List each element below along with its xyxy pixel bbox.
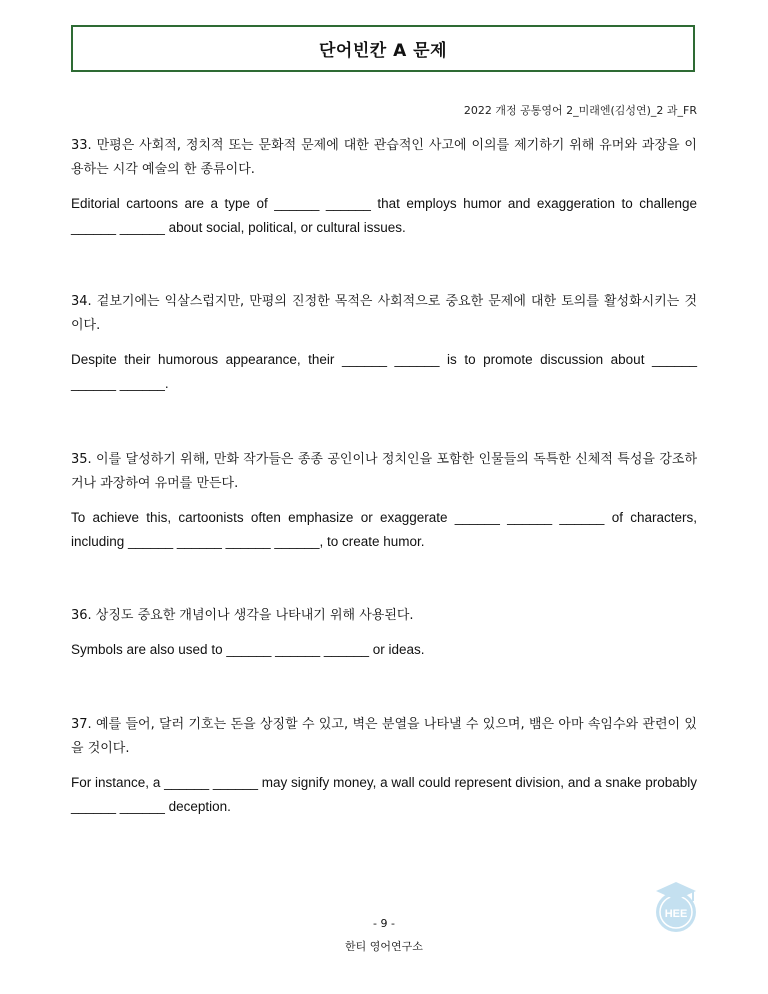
question-korean: 37. 예를 들어, 달러 기호는 돈을 상징할 수 있고, 벽은 분열을 나타낼 수 있으며, 뱀은 아마 속임수와 관련이 있을 것이다. [71,717,697,756]
question-35 [71,448,697,554]
question-37 [71,713,697,819]
question-english: For instance, a ______ ______ may signify money, a wall could represent division, and a snake probably ______ ______ deception. [71,775,697,814]
source-label: 2022 개정 공통영어 2_미래엔(김성연)_2 과_FR [463,104,697,117]
page-number: - 9 - [373,917,395,930]
question-english: Despite their humorous appearance, their ______ ______ is to promote discussion about ______ ______ ______. [71,352,697,391]
question-english: Symbols are also used to ______ ______ ______ or ideas. [71,642,425,657]
question-36 [71,604,697,662]
logo-text: HEE [664,908,688,920]
question-34 [71,290,697,396]
title-box [71,25,695,72]
question-english: Editorial cartoons are a type of ______ ______ that employs humor and exaggeration to challenge ______ ______ about social, political, or cultural issues. [71,196,697,235]
question-english: To achieve this, cartoonists often emphasize or exaggerate ______ ______ ______ of characters, including ______ ______ ______ ______, to create humor. [71,510,697,549]
question-korean: 36. 상징도 중요한 개념이나 생각을 나타내기 위해 사용된다. [71,608,414,623]
question-korean: 34. 겉보기에는 익살스럽지만, 만평의 진정한 목적은 사회적으로 중요한 문제에 대한 토의를 활성화시키는 것이다. [71,294,697,333]
question-33 [71,134,697,240]
footer-org: 한티 영어연구소 [345,940,423,953]
page-title: 단어빈칸 A 문제 [318,41,448,61]
question-korean: 35. 이를 달성하기 위해, 만화 작가들은 종종 공인이나 정치인을 포함한 인물들의 독특한 신체적 특성을 강조하거나 과장하여 유머를 만든다. [71,452,697,491]
question-korean: 33. 만평은 사회적, 정치적 또는 문화적 문제에 대한 관습적인 사고에 이의를 제기하기 위해 유머와 과장을 이용하는 시각 예술의 한 종류이다. [71,138,697,177]
